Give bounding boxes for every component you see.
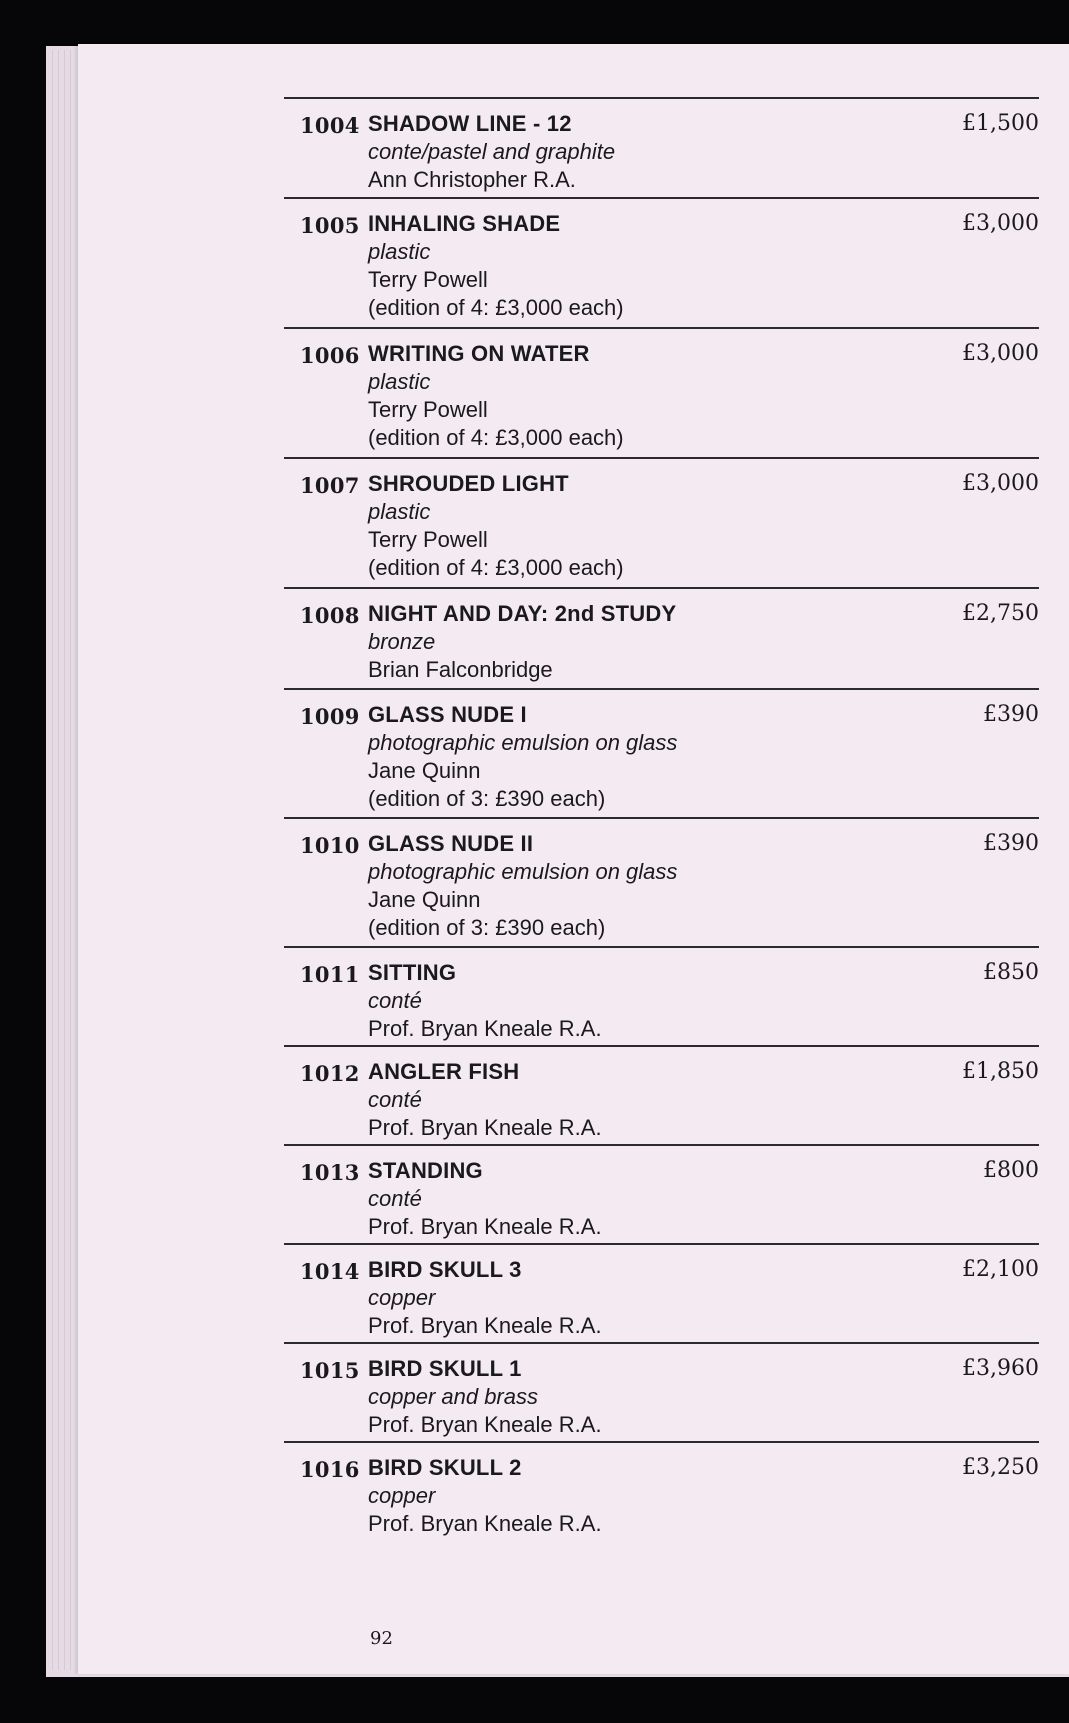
catalogue-entry <box>284 817 1039 948</box>
entry-medium: conté <box>368 1186 422 1211</box>
entry-medium: plastic <box>368 369 431 394</box>
catalogue-entry <box>284 587 1039 690</box>
entry-details <box>368 1354 928 1439</box>
entry-price: £2,100 <box>962 1257 1039 1282</box>
entry-details <box>368 469 928 582</box>
entry-artist: Terry Powell <box>368 397 488 422</box>
entry-number: 1008 <box>300 603 360 628</box>
entry-number: 1016 <box>300 1457 360 1482</box>
entry-number: 1010 <box>300 833 360 858</box>
page-edge-line <box>64 50 65 1670</box>
catalogue-entry <box>284 457 1039 589</box>
entry-artist: Terry Powell <box>368 267 488 292</box>
entry-edition-note: (edition of 4: £3,000 each) <box>368 425 624 450</box>
entry-medium: conté <box>368 1087 422 1112</box>
entry-number: 1014 <box>300 1259 360 1284</box>
entry-price: £850 <box>983 960 1039 985</box>
entry-number: 1013 <box>300 1160 360 1185</box>
entry-title: BIRD SKULL 2 <box>368 1455 522 1480</box>
entry-artist: Prof. Bryan Kneale R.A. <box>368 1511 602 1536</box>
entry-title: STANDING <box>368 1158 483 1183</box>
entry-artist: Ann Christopher R.A. <box>368 167 576 192</box>
entry-details <box>368 599 928 684</box>
entry-title: ANGLER FISH <box>368 1059 520 1084</box>
entry-details <box>368 1057 928 1142</box>
entry-medium: conté <box>368 988 422 1013</box>
entry-details <box>368 958 928 1043</box>
catalogue-entry <box>284 1144 1039 1245</box>
entry-title: GLASS NUDE I <box>368 702 527 727</box>
page-number: 92 <box>370 1628 393 1649</box>
entry-details <box>368 1156 928 1241</box>
entry-medium: plastic <box>368 499 431 524</box>
entry-medium: conte/pastel and graphite <box>368 139 616 164</box>
entry-number: 1015 <box>300 1358 360 1383</box>
entry-number: 1011 <box>300 962 360 987</box>
entry-medium: photographic emulsion on glass <box>368 859 678 884</box>
entry-details <box>368 1255 928 1340</box>
entry-artist: Prof. Bryan Kneale R.A. <box>368 1313 602 1338</box>
page-edge-line <box>52 50 53 1670</box>
catalogue-entry <box>284 327 1039 459</box>
catalogue-entry <box>284 1342 1039 1443</box>
entry-price: £3,000 <box>962 341 1039 366</box>
entry-number: 1007 <box>300 473 360 498</box>
entry-medium: copper and brass <box>368 1384 538 1409</box>
entry-details <box>368 1453 928 1538</box>
entry-details <box>368 109 928 194</box>
catalogue-entry <box>284 1441 1039 1563</box>
entry-medium: plastic <box>368 239 431 264</box>
catalogue-entry <box>284 688 1039 819</box>
page-edge-line <box>58 50 59 1670</box>
entry-artist: Terry Powell <box>368 527 488 552</box>
entry-title: SITTING <box>368 960 457 985</box>
entry-medium: copper <box>368 1483 436 1508</box>
entry-price: £1,850 <box>962 1059 1039 1084</box>
entry-price: £3,000 <box>962 211 1039 236</box>
entry-artist: Prof. Bryan Kneale R.A. <box>368 1115 602 1140</box>
entry-artist: Brian Falconbridge <box>368 657 553 682</box>
entry-number: 1009 <box>300 704 360 729</box>
entry-artist: Prof. Bryan Kneale R.A. <box>368 1412 602 1437</box>
page-edge-line <box>70 50 71 1670</box>
entry-edition-note: (edition of 4: £3,000 each) <box>368 555 624 580</box>
entry-artist: Prof. Bryan Kneale R.A. <box>368 1214 602 1239</box>
entry-title: SHADOW LINE - 12 <box>368 111 572 136</box>
entry-title: SHROUDED LIGHT <box>368 471 569 496</box>
entry-artist: Jane Quinn <box>368 758 481 783</box>
entry-artist: Prof. Bryan Kneale R.A. <box>368 1016 602 1041</box>
entry-price: £3,960 <box>962 1356 1039 1381</box>
catalogue-entry <box>284 197 1039 329</box>
entry-title: INHALING SHADE <box>368 211 561 236</box>
catalogue-entry <box>284 97 1039 199</box>
entry-title: GLASS NUDE II <box>368 831 534 856</box>
entry-details <box>368 209 928 322</box>
entry-details <box>368 829 928 942</box>
entry-medium: copper <box>368 1285 436 1310</box>
entry-title: BIRD SKULL 3 <box>368 1257 522 1282</box>
entry-edition-note: (edition of 3: £390 each) <box>368 915 606 940</box>
entry-price: £2,750 <box>962 601 1039 626</box>
entry-artist: Jane Quinn <box>368 887 481 912</box>
entry-details <box>368 339 928 452</box>
entry-price: £1,500 <box>962 111 1039 136</box>
entry-title: BIRD SKULL 1 <box>368 1356 522 1381</box>
entry-price: £3,250 <box>962 1455 1039 1480</box>
entry-number: 1004 <box>300 113 360 138</box>
entry-number: 1006 <box>300 343 360 368</box>
catalogue-entry <box>284 1045 1039 1146</box>
entry-title: WRITING ON WATER <box>368 341 590 366</box>
catalogue-entry <box>284 1243 1039 1344</box>
entry-medium: photographic emulsion on glass <box>368 730 678 755</box>
catalogue-entry <box>284 946 1039 1047</box>
entry-details <box>368 700 928 813</box>
entry-price: £800 <box>983 1158 1039 1183</box>
entry-number: 1012 <box>300 1061 360 1086</box>
entry-title: NIGHT AND DAY: 2nd STUDY <box>368 601 677 626</box>
entry-price: £390 <box>983 702 1039 727</box>
entry-medium: bronze <box>368 629 436 654</box>
entry-price: £3,000 <box>962 471 1039 496</box>
entry-price: £390 <box>983 831 1039 856</box>
entry-number: 1005 <box>300 213 360 238</box>
entry-edition-note: (edition of 3: £390 each) <box>368 786 606 811</box>
entry-edition-note: (edition of 4: £3,000 each) <box>368 295 624 320</box>
